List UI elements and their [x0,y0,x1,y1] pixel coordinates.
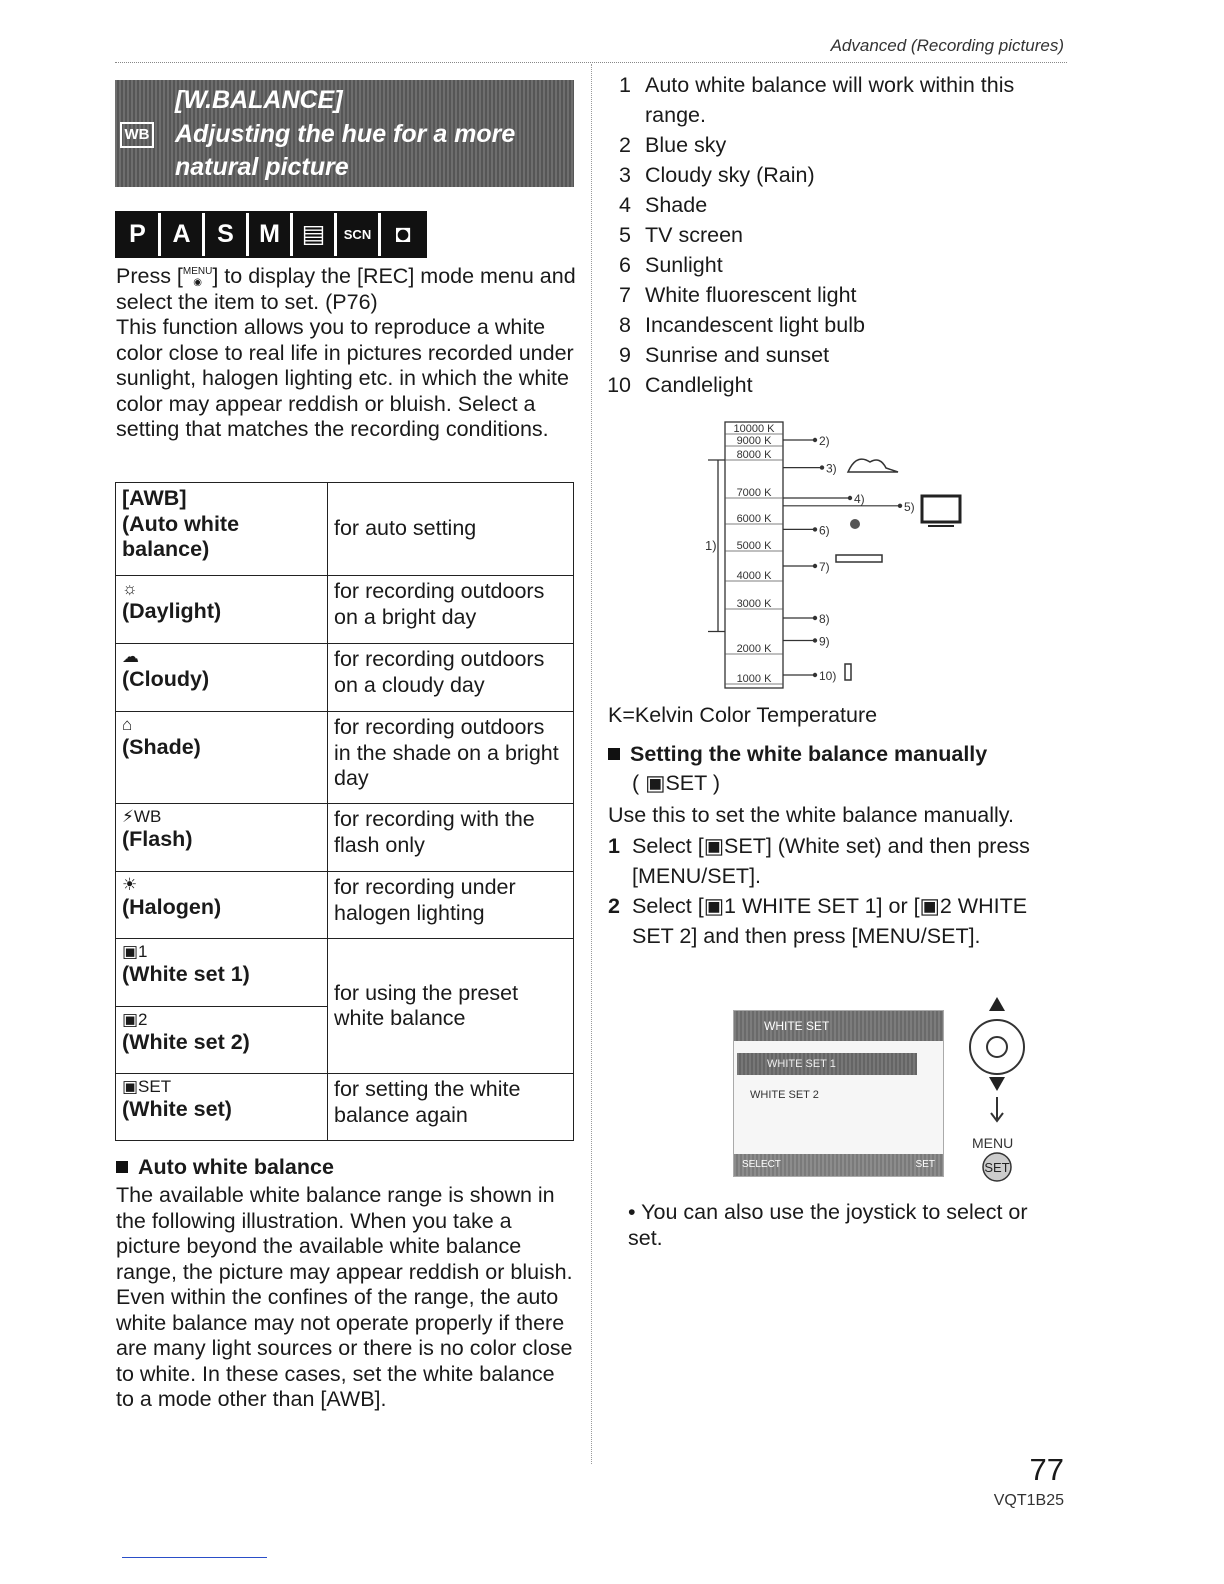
banner-subtitle-line1: Adjusting the hue for a more [175,120,516,148]
mode-motion-picture-icon: ▤ [293,213,337,256]
mode-scene-icon: SCN [337,213,381,256]
marker-point [813,527,817,531]
marker-label: 5) [904,499,915,514]
list-item: 6 Sunlight [619,253,723,277]
flash-icon: ⚡WB [122,807,162,826]
list-item: 9 Sunrise and sunset [619,343,830,367]
marker-label: 6) [819,523,830,538]
list-item: 10 Candlelight [607,373,753,397]
auto-range-label: 1) [705,537,717,553]
tv-screen-icon [922,496,960,526]
list-item: 7 White fluorescent light [619,283,857,307]
cursor-dial-icon [970,1020,1024,1074]
marker-point [813,673,817,677]
table-row [116,712,574,804]
table-row [116,576,574,644]
mode-a-icon: A [161,213,205,256]
down-arrow-icon [989,1077,1005,1091]
scale-tick-label: 1000 K [736,673,772,685]
cursor-button-diagram [962,995,1032,1185]
table-row [116,644,574,712]
intro-paragraph [116,264,576,443]
mode-m-icon: M [249,213,293,256]
white-set-desc: for setting the white balance again [328,1074,574,1141]
scale-tick-label: 7000 K [736,487,772,499]
shade-desc: for recording outdoors in the shade on a bright day [328,712,574,804]
section-banner [115,80,574,187]
up-arrow-icon [989,997,1005,1011]
marker-point [813,438,817,442]
marker-point [813,616,817,620]
manual-heading: Setting the white balance manually [608,742,987,767]
marker-point [820,465,824,469]
banner-subtitle-line2: natural picture [175,153,349,181]
mode-p-icon: P [117,213,161,256]
banner-title: [W.BALANCE] [175,86,343,114]
menu-label: MENU [972,1135,1014,1151]
awb-desc: for auto setting [328,483,574,576]
scale-tick-label: 2000 K [736,643,772,655]
wb-badge-icon: WB [120,122,154,148]
square-bullet-icon [608,748,620,760]
white-set-icon: ▣SET [122,1077,172,1096]
marker-label: 9) [819,634,830,649]
white-set-label: (White set) [122,1097,232,1121]
preset-desc: for using the preset white balance [328,939,574,1074]
kelvin-caption: K=Kelvin Color Temperature [608,703,878,727]
marker-label: 8) [819,612,830,626]
manual-paragraph: Use this to set the white balance manually. [608,803,1014,827]
white-set-1-label: (White set 1) [122,962,250,986]
set-button-label: SET [984,1160,1010,1175]
scale-tick-label: 9000 K [736,435,772,447]
scale-tick-label: 8000 K [736,449,772,461]
wb-settings-table [115,482,574,1141]
marker-point [898,504,902,508]
marker-label: 4) [854,492,865,506]
header-rule [115,62,1067,63]
table-row [116,872,574,939]
cloudy-label: (Cloudy) [122,667,210,691]
cloudy-desc: for recording outdoors on a cloudy day [328,644,574,712]
white-set-2-icon: ▣2 [122,1010,148,1029]
awb-heading: Auto white balance [116,1155,334,1180]
table-row [116,1074,574,1141]
marker-point [813,638,817,642]
intro-body: This function allows you to reproduce a white color close to real life in pictures recorded under sunlight, halogen lighting etc. in which the white color may appear reddish or bluish. Select a setting that matches the recording conditions. [116,315,574,441]
flash-label: (Flash) [122,827,193,851]
tip-paragraph: • You can also use the joystick to select or set. [628,1200,1028,1250]
flash-desc: for recording with the flash only [328,804,574,872]
menu-set-icon: MENU ◉ [182,266,213,288]
shade-icon: ⌂ [122,715,133,734]
running-head: Advanced (Recording pictures) [830,36,1064,55]
scale-tick-label: 4000 K [736,570,772,582]
list-item: 4 Shade [619,193,708,217]
halogen-icon: ☀ [122,875,138,894]
marker-label: 10) [819,669,837,683]
lcd-footer [734,1154,943,1176]
mode-custom-icon: ◘ [381,213,425,256]
press-arrow-icon [991,1097,1003,1121]
marker-point [848,496,852,500]
scale-tick-label: 6000 K [736,513,772,525]
cloudy-icon: ☁ [122,647,139,666]
cloud-icon [848,459,898,472]
white-set-2-label: (White set 2) [122,1030,250,1054]
table-row [116,483,574,576]
list-item: 2 Select [▣1 WHITE SET 1] or [▣2 WHITE SET 2] and then press [MENU/SET]. [608,894,1028,948]
lcd-preview [733,1010,944,1177]
daylight-label: (Daylight) [122,599,222,623]
footer-rule [122,1557,267,1558]
lcd-set-label: SET [915,1159,935,1170]
scale-tick-label: 3000 K [736,598,772,610]
scale-tick-label: 5000 K [736,540,772,552]
shade-label: (Shade) [122,735,201,759]
scale-tick-label: 10000 K [733,423,775,435]
step-list [608,831,1068,951]
white-set-symbol: ( ▣SET ) [632,771,721,795]
square-bullet-icon [116,1161,128,1173]
list-item: 2 Blue sky [619,133,727,157]
sun-icon [850,519,860,529]
lcd-highlighted-item: WHITE SET 1 [737,1053,917,1075]
halogen-desc: for recording under halogen lighting [328,872,574,939]
lcd-item: WHITE SET 2 [750,1089,819,1101]
marker-label: 7) [819,560,830,574]
halogen-label: (Halogen) [122,895,222,919]
daylight-desc: for recording outdoors on a bright day [328,576,574,644]
white-set-1-icon: ▣1 [122,942,148,961]
marker-label: 2) [819,434,830,448]
list-item: 3 Cloudy sky (Rain) [619,163,815,187]
intro-press: Press [ [116,264,183,288]
daylight-icon: ☼ [122,579,138,598]
mode-s-icon: S [205,213,249,256]
range-list [607,70,1067,400]
fluorescent-tube-icon [836,555,882,562]
list-item: 5 TV screen [619,223,743,247]
awb-paragraph: The available white balance range is shown in the following illustration. When you take a picture beyond the available white balance range, the picture may appear reddish or bluish. Even within the confines of the range, the auto white balance may not operate properly if there are many light sources or there is no color close to white. In these cases, set the white balance to a mode other than [AWB]. [116,1183,573,1411]
page-number: 77 [1029,1452,1064,1487]
column-divider [591,64,592,1464]
candle-icon [845,664,851,680]
table-row [116,939,574,1007]
intro-instruction: ] to display the [REC] mode menu and select the item to set. (P76) [116,264,576,314]
marker-label: 3) [826,461,837,476]
lcd-select-label: SELECT [742,1159,781,1170]
table-row [116,804,574,872]
list-item: 1 Auto white balance will work within this range. [619,73,1015,127]
marker-point [813,564,817,568]
lcd-title: WHITE SET [734,1011,943,1041]
kelvin-chart [700,420,1000,695]
list-item: 1 Select [▣SET] (White set) and then press [MENU/SET]. [608,834,1030,888]
model-code: VQT1B25 [993,1492,1064,1509]
list-item: 8 Incandescent light bulb [619,313,865,337]
awb-label: [AWB] (Auto white balance) [116,483,328,576]
mode-icons [115,211,427,258]
